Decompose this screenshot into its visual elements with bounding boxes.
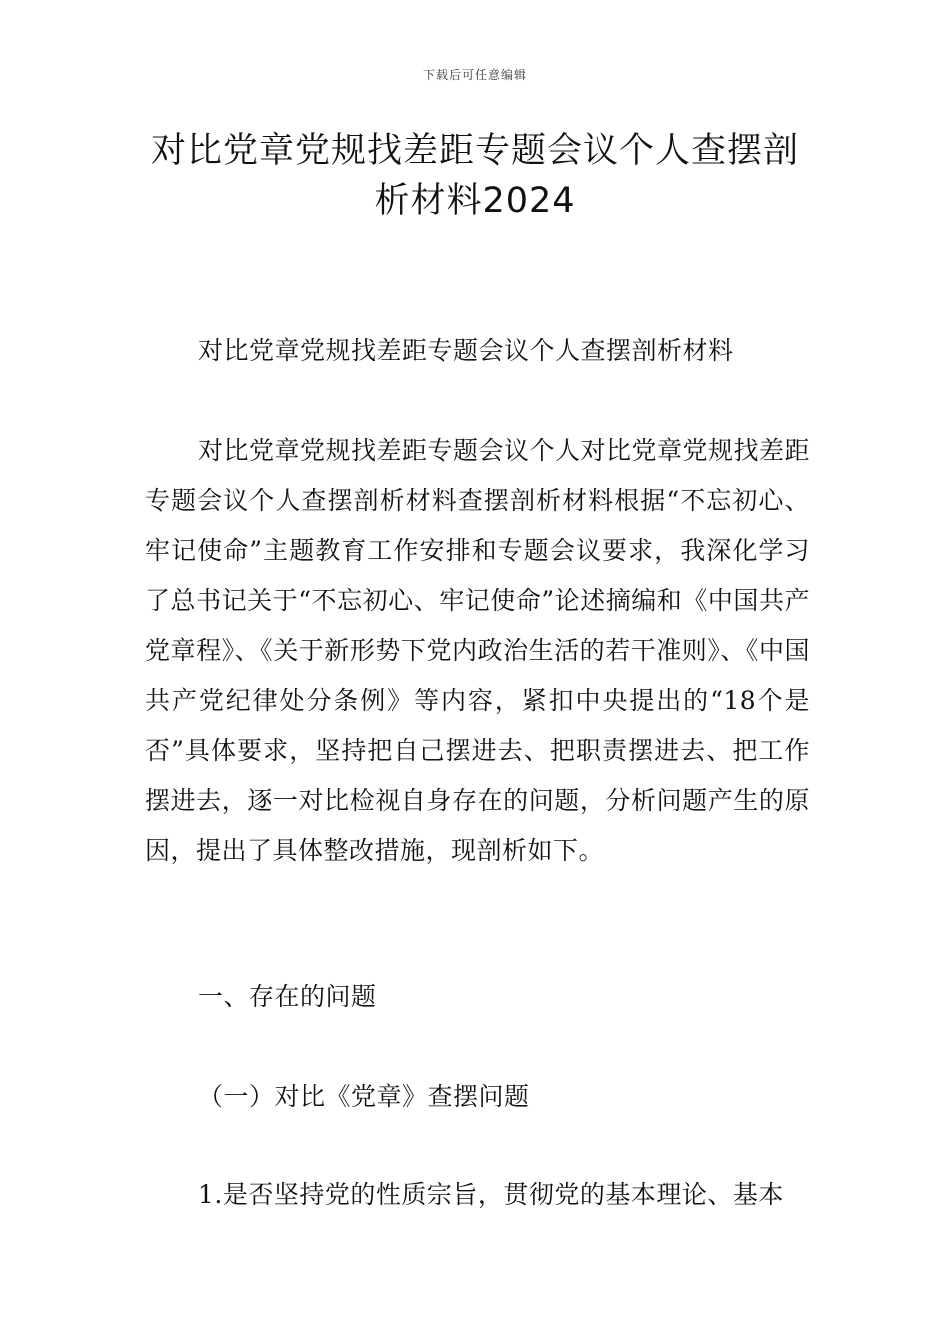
document-subtitle: 对比党章党规找差距专题会议个人查摆剖析材料: [198, 336, 734, 365]
section-heading: 一、存在的问题: [198, 982, 377, 1011]
document-title: 对比党章党规找差距专题会议个人查摆剖析材料2024: [150, 131, 799, 221]
subsection-heading: （一）对比《党章》查摆问题: [198, 1082, 530, 1111]
list-item: 1.是否坚持党的性质宗旨，贯彻党的基本理论、基本: [198, 1180, 784, 1209]
header-note: 下载后可任意编辑: [422, 68, 527, 82]
body-paragraph: 对比党章党规找差距专题会议个人对比党章党规找差距专题会议个人查摆剖析材料查摆剖析材料根据“不忘初心、牢记使命”主题教育工作安排和专题会议要求，我深化学习了总书记关于“不忘初心、牢记使命”论述摘编和《中国共产党章程》、《关于新形势下党内政治生活的若干准则》、《中国共产党纪律处分条例》等内容，紧扣中央提出的“18个是否”具体要求，坚持把自己摆进去、把职责摆进去、把工作摆进去，逐一对比检视自身存在的问题，分析问题产生的原因，提出了具体整改措施，现剖析如下。: [145, 436, 811, 865]
